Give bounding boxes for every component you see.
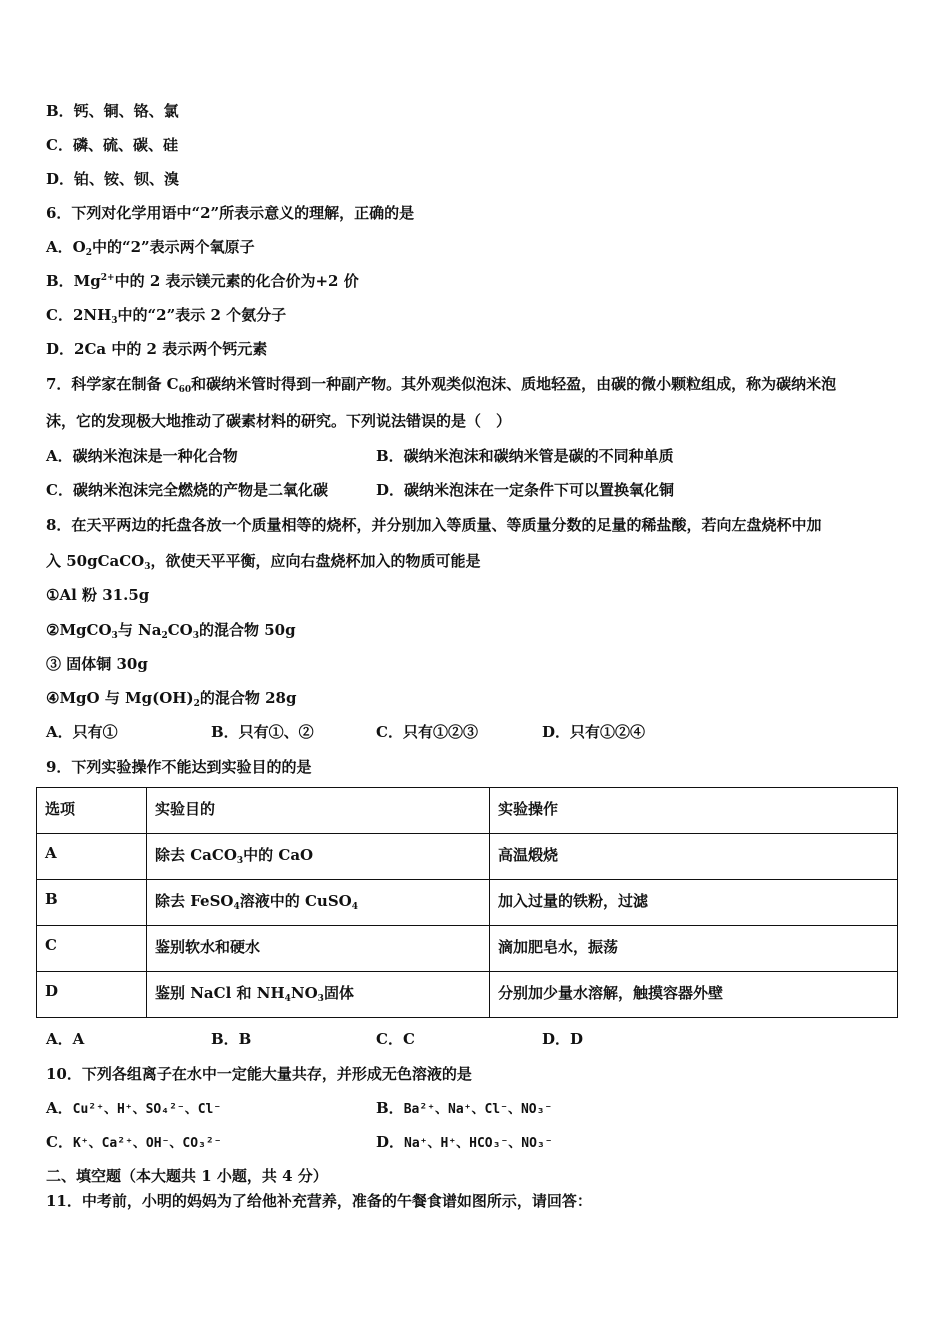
row-option: D: [37, 972, 147, 1018]
table-header-row: [37, 788, 898, 834]
q7-option-d: D．碳纳米泡沫在一定条件下可以置换氧化铜: [376, 481, 675, 499]
q9-option-c: C．C: [376, 1030, 415, 1048]
row-operation: 滴加肥皂水，振荡: [490, 926, 898, 972]
q8-option-b: B．只有①、②: [211, 723, 314, 741]
q5-option-c: C．磷、硫、碳、硅: [46, 136, 178, 154]
q10-option-b: B．Ba²⁺、Na⁺、Cl⁻、NO₃⁻: [376, 1099, 553, 1117]
row-operation: 加入过量的铁粉，过滤: [490, 880, 898, 926]
q10-option-a: A．Cu²⁺、H⁺、SO₄²⁻、Cl⁻: [46, 1099, 222, 1117]
header-option: 选项: [37, 788, 147, 834]
table-row: [37, 926, 898, 972]
table-row: [37, 880, 898, 926]
q10-option-d: D．Na⁺、H⁺、HCO₃⁻、NO₃⁻: [376, 1133, 553, 1151]
q8-item-3: ③ 固体铜 30g: [46, 655, 148, 673]
q10-stem: 10．下列各组离子在水中一定能大量共存，并形成无色溶液的是: [46, 1065, 472, 1083]
q8-stem-line1: 8．在天平两边的托盘各放一个质量相等的烧杯，并分别加入等质量、等质量分数的足量的稀盐酸，若向左盘烧杯中加: [46, 516, 822, 534]
q5-option-d: D．铂、铵、钡、溴: [46, 170, 180, 188]
q8-option-a: A．只有①: [46, 723, 118, 741]
row-operation: 分别加少量水溶解，触摸容器外壁: [490, 972, 898, 1018]
q10-option-c: C．K⁺、Ca²⁺、OH⁻、CO₃²⁻: [46, 1133, 222, 1151]
q7-option-a: A．碳纳米泡沫是一种化合物: [46, 447, 238, 465]
row-goal: 鉴别软水和硬水: [147, 926, 490, 972]
q9-option-d: D．D: [542, 1030, 584, 1048]
q8-item-2: ②MgCO$_3$与 $Na_2CO_3$的混合物 50g: [46, 621, 296, 641]
row-option: B: [37, 880, 147, 926]
q6-option-c: C．$2NH_3$中的“2”表示 2 个氨分子: [46, 306, 287, 326]
row-operation: 高温煅烧: [490, 834, 898, 880]
q7-stem-line1: 7．科学家在制备 $C_{60}$和碳纳米管时得到一种副产物。其外观类似泡沫、质地轻盈，由碳的微小颗粒组成，称为碳纳米泡: [46, 375, 837, 395]
q7-stem-line2: 沫，它的发现极大地推动了碳素材料的研究。下列说法错误的是（ ）: [46, 412, 512, 430]
q8-item-4: ④MgO 与 $Mg(OH)_2$的混合物 28g: [46, 689, 297, 709]
q7-option-b: B．碳纳米泡沫和碳纳米管是碳的不同种单质: [376, 447, 674, 465]
q9-experiment-table: [36, 787, 898, 1018]
row-goal: 除去 FeSO$_4$溶液中的 CuSO$_4$: [147, 880, 490, 926]
row-option: A: [37, 834, 147, 880]
row-option: C: [37, 926, 147, 972]
q6-option-d: D．2Ca 中的 2 表示两个钙元素: [46, 340, 268, 358]
q6-stem: 6．下列对化学用语中“2”所表示意义的理解，正确的是: [46, 204, 415, 222]
row-goal: 鉴别 NaCl 和 $NH_4NO_3$固体: [147, 972, 490, 1018]
table-row: [37, 972, 898, 1018]
q9-option-a: A．A: [46, 1030, 85, 1048]
q6-option-b: B．$Mg^{2+}$中的 2 表示镁元素的化合价为+2 价: [46, 272, 359, 290]
q7-option-c: C．碳纳米泡沫完全燃烧的产物是二氧化碳: [46, 481, 328, 499]
q6-option-a: A．$O_2$中的“2”表示两个氧原子: [46, 238, 255, 258]
q9-stem: 9．下列实验操作不能达到实验目的的是: [46, 758, 312, 776]
q8-stem-line2: 入 50gCaCO$_3$，欲使天平平衡，应向右盘烧杯加入的物质可能是: [46, 552, 481, 572]
header-goal: 实验目的: [147, 788, 490, 834]
q8-option-d: D．只有①②④: [542, 723, 646, 741]
table-row: [37, 834, 898, 880]
q8-option-c: C．只有①②③: [376, 723, 478, 741]
row-goal: 除去 CaCO$_3$中的 CaO: [147, 834, 490, 880]
q8-item-1: ①Al 粉 31.5g: [46, 586, 150, 604]
section-heading: 二、填空题（本大题共 1 小题，共 4 分）: [46, 1167, 328, 1185]
q9-option-b: B．B: [211, 1030, 252, 1048]
q11-stem: 11．中考前，小明的妈妈为了给他补充营养，准备的午餐食谱如图所示，请回答：: [46, 1192, 592, 1210]
header-operation: 实验操作: [490, 788, 898, 834]
q5-option-b: B．钙、铜、铬、氯: [46, 102, 179, 120]
